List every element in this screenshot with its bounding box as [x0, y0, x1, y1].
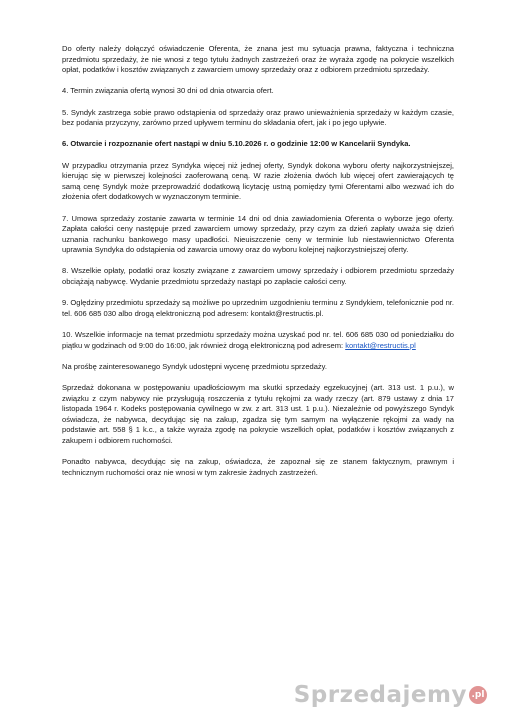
paragraph-9-inspection: 9. Oględziny przedmiotu sprzedaży są możliwe po uprzednim uzgodnieniu terminu z Syndykiem, telefonicznie pod nr. tel. 606 685 030 albo drogą elektroniczną pod adresem: kontakt@restructis.pl.	[62, 298, 454, 318]
paragraph-valuation: Na prośbę zainteresowanego Syndyk udostępni wycenę przedmiotu sprzedaży.	[62, 361, 327, 371]
paragraph-warranty-exclusion: Sprzedaż dokonana w postępowaniu upadłościowym ma skutki sprzedaży egzekucyjnej (art. 313 ust. 1 p.u.), w związku z czym nabywcy nie przysługują roszczenia z tytułu rękojmi za wady rzeczy (art. 879 ustawy z dnia 17 listopada 1964 r. Kodeks postępowania cywilnego w zw. z art. 313 ust. 1 p.u.). Niezależnie od powyższego Syndyk oświadcza, że nabywca, decydując się na zakup, zgadza się tym samym na wyłączenie rękojmi za wady na podstawie art. 558 § 1 k.c., a także wyraża zgodę na pokrycie wszelkich opłat, podatków i kosztów związanych z zakupem i odbiorem ruchomości.	[62, 383, 454, 445]
paragraph-offer-statement: Do oferty należy dołączyć oświadczenie Oferenta, że znana jest mu sytuacja prawna, faktyczna i techniczna przedmiotu sprzedaży, że nie wnosi z tego tytułu żadnych zastrzeżeń oraz że wyraża zgodę na pokrycie wszelkich opłat, podatków i kosztów związanych z zawarciem umowy sprzedaży oraz z odbiorem przedmiotu sprzedaży.	[62, 44, 454, 75]
paragraph-buyer-statement: Ponadto nabywca, decydując się na zakup, oświadcza, że zapoznał się ze stanem faktycznym, prawnym i technicznym ruchomości oraz nie wnosi w tym zakresie żadnych zastrzeżeń.	[62, 457, 454, 477]
paragraph-multiple-offers: W przypadku otrzymania przez Syndyka więcej niż jednej oferty, Syndyk dokona wyboru oferty najkorzystniejszej, kierując się w pierwszej kolejności zaoferowaną ceną. W razie złożenia dwóch lub więcej ofert zawierających tę samą cenę Syndyk może przeprowadzić dodatkową licytację ustną pomiędzy tymi Oferentami albo wezwać ich do złożenia ofert dodatkowych w wyznaczonym terminie.	[62, 160, 454, 202]
paragraph-10-information	[62, 330, 454, 351]
watermark-text: Sprzedajemy	[293, 682, 467, 708]
paragraph-5-withdrawal-right: 5. Syndyk zastrzega sobie prawo odstąpienia od sprzedaży oraz prawo unieważnienia sprzedaży w każdym czasie, bez podania przyczyny, zarówno przed upływem terminu do składania ofert, jak i po jego upływie.	[62, 107, 454, 128]
paragraph-10-text: 10. Wszelkie informacje na temat przedmiotu sprzedaży można uzyskać pod nr. tel. 606 685 030 od poniedziałku do piątku w godzinach od 9:00 do 16:00, jak również drogą elektroniczną pod adresem:	[62, 330, 454, 350]
paragraph-8-fees: 8. Wszelkie opłaty, podatki oraz koszty związane z zawarciem umowy sprzedaży i odbiorem przedmiotu sprzedaży obciążają nabywcę. Wydanie przedmiotu sprzedaży nastąpi po zapłacie całości ceny.	[62, 266, 454, 287]
watermark-badge: .pl	[469, 686, 487, 704]
watermark-logo	[294, 682, 487, 708]
paragraph-4-binding-term: 4. Termin związania ofertą wynosi 30 dni od dnia otwarcia ofert.	[62, 86, 274, 96]
document-page	[62, 44, 454, 489]
paragraph-6-opening-of-offers: 6. Otwarcie i rozpoznanie ofert nastąpi w dniu 5.10.2026 r. o godzinie 12:00 w Kancelarii Syndyka.	[62, 139, 411, 149]
email-link[interactable]: kontakt@restructis.pl	[345, 340, 416, 350]
paragraph-7-contract: 7. Umowa sprzedaży zostanie zawarta w terminie 14 dni od dnia zawiadomienia Oferenta o wyborze jego oferty. Zapłata całości ceny następuje przed zawarciem umowy sprzedaży, przy czym za dzień zapłaty uważa się dzień uznania rachunku bankowego masy upadłości. Nieuiszczenie ceny w terminie lub niestawiennictwo Oferenta uprawnia Syndyka do odstąpienia od zawarcia umowy oraz do wyboru kolejnej najkorzystniejszej oferty.	[62, 213, 454, 255]
